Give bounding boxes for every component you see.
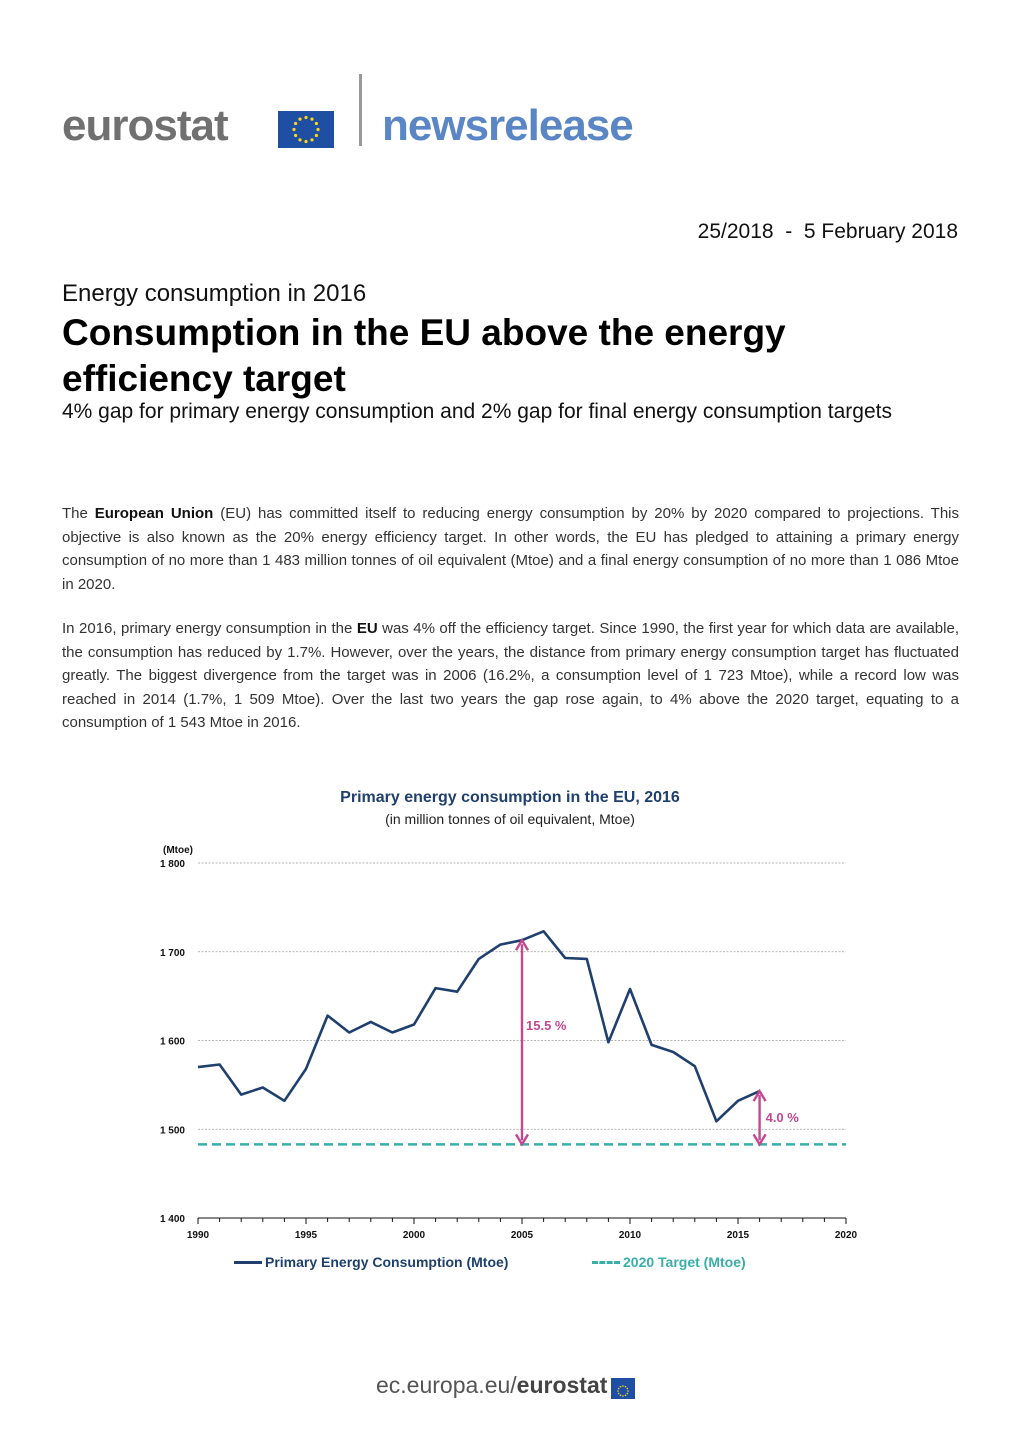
- legend-solid-line-icon: [234, 1261, 262, 1264]
- x-tick-label: 2005: [510, 1230, 534, 1241]
- x-tick-label: 2015: [726, 1230, 750, 1241]
- consumption-line: [198, 931, 760, 1121]
- eu-flag-icon: [278, 111, 334, 148]
- eurostat-logo: eurostat: [62, 101, 228, 150]
- newsrelease-logo: newsrelease: [382, 101, 633, 150]
- eu-abbrev: EU: [356, 620, 378, 637]
- x-tick-label: 2020: [834, 1230, 858, 1241]
- x-tick-label: 1995: [294, 1230, 318, 1241]
- y-tick-label: 1 400: [159, 1214, 185, 1225]
- footer-url[interactable]: ec.europa.eu/ eurostat: [376, 1372, 635, 1399]
- x-tick-label: 2010: [618, 1230, 642, 1241]
- paragraph-findings: In 2016, primary energy consumption in the EU was 4% off the efficiency target. Since 1990, the first year for which data are available, the consumption has reduced by 1.7%. However, over the years, the distance from primary energy consumption target has fluctuated greatly. The biggest divergence from the target was in 2006 (16.2%, a consumption level of 1 723 Mtoe), while a record low was reached in 2014 (1.7%, 1 509 Mtoe). Over the last two years the gap rose again, to 4% above the 2020 target, equating to a consumption of 1 543 Mtoe in 2016.: [62, 620, 959, 731]
- release-date: 25/2018 - 5 February 2018: [697, 220, 958, 243]
- legend-item-consumption: Primary Energy Consumption (Mtoe): [234, 1254, 508, 1270]
- gap-arrow-head-down: [754, 1134, 766, 1144]
- legend-dashed-line-icon: [592, 1261, 620, 1264]
- paragraph-intro: The European Union (EU) has committed itself to reducing energy consumption by 20% by 2020 compared to projections. This objective is also known as the 20% energy efficiency target. In other words, the EU has pledged to attaining a primary energy consumption of no more than 1 483 million tonnes of oil equivalent (Mtoe) and a final energy consumption of no more than 1 086 Mtoe in 2020.: [62, 505, 959, 593]
- y-axis-label: (Mtoe): [163, 845, 193, 856]
- header-divider: [359, 74, 362, 146]
- gap-label: 4.0 %: [765, 1110, 799, 1126]
- headline: Consumption in the EU above the energy efficiency target: [62, 312, 786, 399]
- y-tick-label: 1 500: [159, 1125, 185, 1137]
- gap-arrow-head-up: [754, 1091, 766, 1101]
- gap-arrow-head-down: [516, 1134, 528, 1144]
- y-tick-label: 1 700: [159, 947, 185, 959]
- kicker: Energy consumption in 2016: [62, 280, 367, 307]
- y-tick-label: 1 800: [159, 859, 185, 870]
- gap-arrow-head-up: [516, 940, 528, 950]
- legend-item-target: 2020 Target (Mtoe): [592, 1254, 746, 1270]
- chart-subtitle: (in million tonnes of oil equivalent, Mtoe): [385, 811, 635, 827]
- eu-flag-small-icon: [611, 1378, 635, 1394]
- subheadline: 4% gap for primary energy consumption and 2% gap for final energy consumption targets: [62, 400, 892, 423]
- y-tick-label: 1 600: [159, 1036, 185, 1048]
- gap-label: 15.5 %: [526, 1017, 567, 1033]
- x-tick-label: 1990: [186, 1230, 210, 1241]
- eu-term: European Union: [94, 505, 214, 522]
- x-tick-label: 2000: [402, 1230, 426, 1241]
- chart-title: Primary energy consumption in the EU, 2016: [340, 789, 680, 806]
